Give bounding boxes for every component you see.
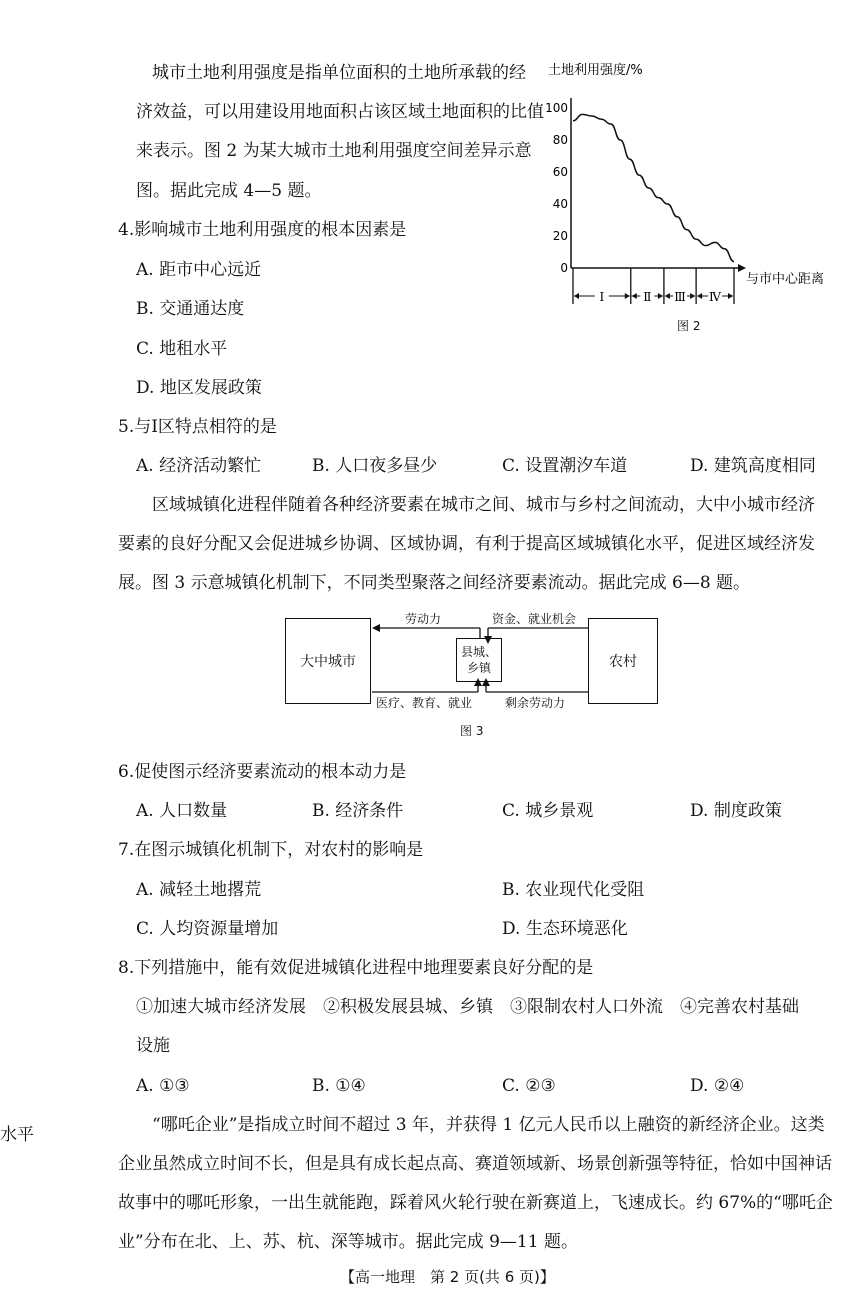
- x-axis-label: 与市中心距离: [746, 272, 825, 287]
- figure-2-caption: 图 2: [677, 319, 701, 333]
- figure-3-caption: 图 3: [460, 724, 484, 738]
- q6-option-c[interactable]: C. 城乡景观: [502, 801, 594, 821]
- zone-label: Ⅲ: [674, 290, 686, 304]
- label-surplus: 剩余劳动力: [505, 696, 566, 710]
- zone-arrow-left: [574, 293, 579, 299]
- x-axis-arrow: [738, 264, 746, 272]
- y-tick-label: 80: [552, 133, 568, 147]
- margin-fragment: 水平: [0, 1125, 34, 1145]
- zone-arrow-right: [690, 293, 695, 299]
- intro1-line-3: 来表示。图 2 为某大城市土地利用强度空间差异示意: [136, 141, 532, 161]
- zone-label: Ⅱ: [643, 290, 652, 304]
- q8-stem: 8.下列措施中，能有效促进城镇化进程中地理要素良好分配的是: [118, 958, 594, 978]
- q7-stem: 7.在图示城镇化机制下，对农村的影响是: [118, 840, 424, 860]
- q8-option-c[interactable]: C. ②③: [502, 1076, 556, 1096]
- q6-stem: 6.促使图示经济要素流动的根本动力是: [118, 762, 407, 782]
- q5-option-d[interactable]: D. 建筑高度相同: [690, 456, 816, 476]
- label-capital: 资金、就业机会: [492, 612, 577, 626]
- q7-option-b[interactable]: B. 农业现代化受阻: [502, 880, 645, 900]
- intro2-line-2: 要素的良好分配又会促进城乡协调、区域协调，有利于提高区域城镇化水平，促进区域经济发: [118, 534, 815, 554]
- figure-2-chart: [545, 58, 848, 338]
- q5-option-b[interactable]: B. 人口夜多昼少: [312, 456, 438, 476]
- y-tick-label: 20: [552, 229, 568, 243]
- zone-arrow-left: [697, 293, 702, 299]
- label-services: 医疗、教育、就业: [376, 696, 473, 710]
- q7-option-a[interactable]: A. 减轻土地撂荒: [136, 880, 262, 900]
- q5-option-c[interactable]: C. 设置潮汐车道: [502, 456, 628, 476]
- q5-option-a[interactable]: A. 经济活动繁忙: [136, 456, 262, 476]
- intro1-line-1: 城市土地利用强度是指单位面积的土地所承载的经: [152, 63, 526, 83]
- intro2-line-3: 展。图 3 示意城镇化机制下，不同类型聚落之间经济要素流动。据此完成 6—8 题。: [118, 573, 751, 593]
- y-tick-label: 0: [560, 261, 568, 275]
- zone-arrow-left: [665, 293, 670, 299]
- q4-stem: 4.影响城市土地利用强度的根本因素是: [118, 220, 407, 240]
- q5-stem: 5.与Ⅰ区特点相符的是: [118, 417, 277, 437]
- y-axis-label: 土地利用强度/%: [548, 63, 643, 78]
- intro3-line-1: “哪吒企业”是指成立时间不超过 3 年，并获得 1 亿元人民币以上融资的新经济企业。这类: [152, 1115, 825, 1135]
- q4-option-a[interactable]: A. 距市中心远近: [136, 260, 262, 280]
- q4-option-d[interactable]: D. 地区发展政策: [136, 378, 262, 398]
- big-city-box: 大中城市: [285, 618, 371, 704]
- q8-items-line-2: 设施: [136, 1036, 170, 1056]
- intro3-line-3: 故事中的哪吒形象，一出生就能跑，踩着风火轮行驶在新赛道上，飞速成长。约 67%的“哪吒企: [118, 1193, 833, 1213]
- intro3-line-2: 企业虽然成立时间不长，但是具有成长起点高、赛道领域新、场景创新强等特征，恰如中国神话: [118, 1154, 832, 1174]
- zone-label: Ⅳ: [709, 290, 722, 304]
- q6-option-a[interactable]: A. 人口数量: [136, 801, 228, 821]
- zone-arrow-left: [632, 293, 637, 299]
- label-labor: 劳动力: [405, 612, 442, 626]
- intro3-line-4: 业”分布在北、上、苏、杭、深等城市。据此完成 9—11 题。: [118, 1232, 578, 1252]
- q8-items-line-1: ①加速大城市经济发展 ②积极发展县城、乡镇 ③限制农村人口外流 ④完善农村基础: [136, 997, 799, 1017]
- q4-option-c[interactable]: C. 地租水平: [136, 339, 228, 359]
- intensity-curve: [573, 114, 734, 261]
- intro1-line-4: 图。据此完成 4—5 题。: [136, 181, 322, 201]
- q8-option-a[interactable]: A. ①③: [136, 1076, 190, 1096]
- y-tick-label: 100: [545, 101, 568, 115]
- zone-arrow-right: [728, 293, 733, 299]
- county-box: 县城、乡镇: [456, 638, 502, 682]
- zone-arrow-right: [658, 293, 663, 299]
- q7-option-d[interactable]: D. 生态环境恶化: [502, 919, 628, 939]
- y-tick-label: 60: [552, 165, 568, 179]
- intro1-line-2: 济效益，可以用建设用地面积占该区域土地面积的比值: [136, 102, 544, 122]
- q4-option-b[interactable]: B. 交通通达度: [136, 299, 245, 319]
- q6-option-d[interactable]: D. 制度政策: [690, 801, 782, 821]
- village-box: 农村: [588, 618, 658, 704]
- y-tick-label: 40: [552, 197, 568, 211]
- zone-arrow-right: [625, 293, 630, 299]
- intro2-line-1: 区域城镇化进程伴随着各种经济要素在城市之间、城市与乡村之间流动，大中小城市经济: [152, 495, 815, 515]
- zone-label: Ⅰ: [599, 290, 605, 304]
- q8-option-d[interactable]: D. ②④: [690, 1076, 745, 1096]
- q6-option-b[interactable]: B. 经济条件: [312, 801, 404, 821]
- q8-option-b[interactable]: B. ①④: [312, 1076, 366, 1096]
- page-footer: 【高一地理 第 2 页(共 6 页)】: [340, 1268, 555, 1286]
- q7-option-c[interactable]: C. 人均资源量增加: [136, 919, 279, 939]
